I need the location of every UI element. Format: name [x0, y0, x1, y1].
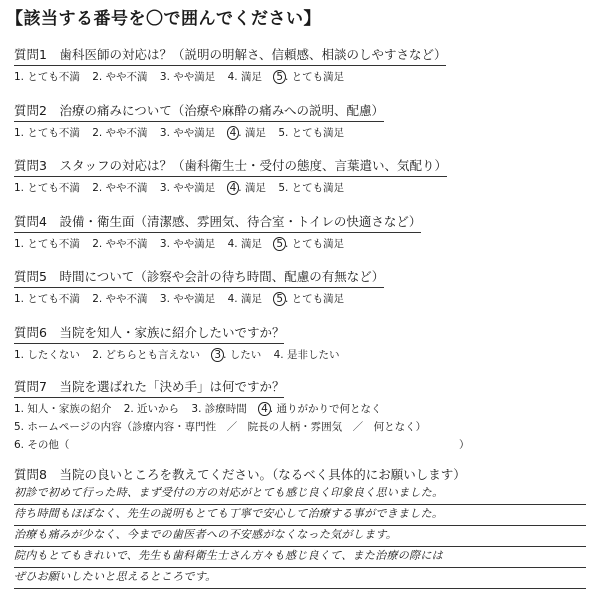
- option[interactable]: 3. 診療時間: [191, 403, 247, 415]
- option[interactable]: 1. とても不満: [14, 182, 80, 194]
- option[interactable]: 5. とても満足: [278, 182, 345, 194]
- selected-answer-circle: 3: [211, 348, 224, 362]
- option[interactable]: 2. やや不満: [92, 71, 148, 83]
- option[interactable]: [228, 125, 266, 140]
- question-8: [14, 465, 589, 483]
- question-title: 質問2 治療の痛みについて（治療や麻酔の痛みへの説明、配慮）: [14, 101, 384, 122]
- answer-options: [14, 291, 589, 306]
- option-other-label: 6. その他（: [14, 439, 70, 451]
- answer-line: 初診で初めて行った時、まず受付の方の対応がとても感じ良く印象良く思いました。: [14, 484, 586, 505]
- option[interactable]: 2. どちらとも言えない: [92, 349, 201, 361]
- option[interactable]: 3. やや満足: [159, 238, 216, 250]
- question-7: [14, 376, 589, 452]
- option[interactable]: 4. 是非したい: [273, 349, 340, 361]
- option-other-close: ）: [459, 439, 470, 451]
- option[interactable]: 2. やや不満: [92, 127, 148, 139]
- question-title: 質問8 当院の良いところを教えてください。（なるべく具体的にお願いします）: [14, 467, 466, 482]
- question-title: 質問7 当院を選ばれた「決め手」は何ですか？: [14, 377, 284, 398]
- option[interactable]: 2. やや不満: [92, 293, 148, 305]
- answer-options: [14, 236, 589, 251]
- option[interactable]: [228, 180, 266, 195]
- option[interactable]: [274, 291, 344, 306]
- option[interactable]: [259, 401, 381, 416]
- option[interactable]: 3. やや満足: [159, 293, 216, 305]
- option[interactable]: 1. とても不満: [14, 293, 80, 305]
- option-other[interactable]: [14, 437, 589, 452]
- question-title: 質問6 当院を知人・家族に紹介したいですか？: [14, 323, 284, 344]
- option[interactable]: 3. やや満足: [159, 127, 216, 139]
- answer-line: ぜひお願いしたいと思えるところです。: [14, 568, 586, 589]
- question-title: 質問3 スタッフの対応は？（歯科衛生士・受付の態度、言葉遣い、気配り）: [14, 156, 447, 177]
- selected-answer-circle: 5: [273, 237, 286, 251]
- option[interactable]: 1. とても不満: [14, 127, 80, 139]
- answer-options: [14, 180, 589, 195]
- option-label: . したい: [223, 349, 262, 361]
- option-label: . とても満足: [285, 293, 345, 305]
- option[interactable]: [274, 69, 344, 84]
- option[interactable]: 1. 知人・家族の紹介: [14, 403, 112, 415]
- option-label: . とても満足: [285, 238, 345, 250]
- option[interactable]: 3. やや満足: [159, 182, 216, 194]
- answer-line: 治療も痛みが少なく、今までの歯医者への不安感がなくなった気がします。: [14, 526, 586, 547]
- selected-answer-circle: 4: [258, 402, 271, 416]
- question-1: [14, 44, 589, 84]
- question-4: [14, 211, 589, 251]
- question-5: [14, 266, 589, 306]
- question-2: [14, 100, 589, 140]
- answer-line: 院内もとてもきれいで、先生も歯科衛生士さん方々も感じ良くて、また治療の際には: [14, 547, 586, 568]
- option-label: . 満足: [238, 127, 266, 139]
- option[interactable]: 1. とても不満: [14, 71, 80, 83]
- selected-answer-circle: 4: [227, 181, 240, 195]
- question-6: [14, 322, 589, 362]
- option[interactable]: 2. やや不満: [92, 238, 148, 250]
- option-label: . 通りがかりで何となく: [269, 403, 382, 415]
- option-label: . 満足: [238, 182, 266, 194]
- answer-options: [14, 401, 589, 416]
- selected-answer-circle: 4: [227, 126, 240, 140]
- selected-answer-circle: 5: [273, 292, 286, 306]
- option[interactable]: [274, 236, 344, 251]
- selected-answer-circle: 5: [273, 70, 286, 84]
- option[interactable]: 3. やや満足: [159, 71, 216, 83]
- question-title: 質問5 時間について（診察や会計の待ち時間、配慮の有無など）: [14, 267, 384, 288]
- question-title: 質問4 設備・衛生面（清潔感、雰囲気、待合室・トイレの快適さなど）: [14, 212, 421, 233]
- option[interactable]: 4. 満足: [227, 238, 262, 250]
- option[interactable]: 2. 近いから: [123, 403, 180, 415]
- option-homepage[interactable]: 5. ホームページの内容（診療内容・専門性 ／ 院長の人柄・雰囲気 ／ 何となく）: [14, 421, 427, 433]
- option[interactable]: 1. したくない: [14, 349, 80, 361]
- survey-header: 【該当する番号を〇で囲んでください】: [6, 9, 321, 29]
- option[interactable]: 5. とても満足: [278, 127, 345, 139]
- question-title: 質問1 歯科医師の対応は？（説明の明解さ、信頼感、相談のしやすさなど）: [14, 45, 446, 66]
- option[interactable]: 4. 満足: [227, 293, 262, 305]
- option[interactable]: 2. やや不満: [92, 182, 148, 194]
- option[interactable]: 1. とても不満: [14, 238, 80, 250]
- option-label: . とても満足: [285, 71, 345, 83]
- option[interactable]: [212, 347, 261, 362]
- answer-options: [14, 69, 589, 84]
- option[interactable]: 4. 満足: [227, 71, 262, 83]
- answer-line: 待ち時間もほぼなく、先生の説明もとても丁寧で安心して治療する事ができました。: [14, 505, 586, 526]
- question-3: [14, 155, 589, 195]
- free-text-answer[interactable]: [14, 484, 586, 589]
- answer-options: [14, 347, 589, 362]
- answer-options: [14, 125, 589, 140]
